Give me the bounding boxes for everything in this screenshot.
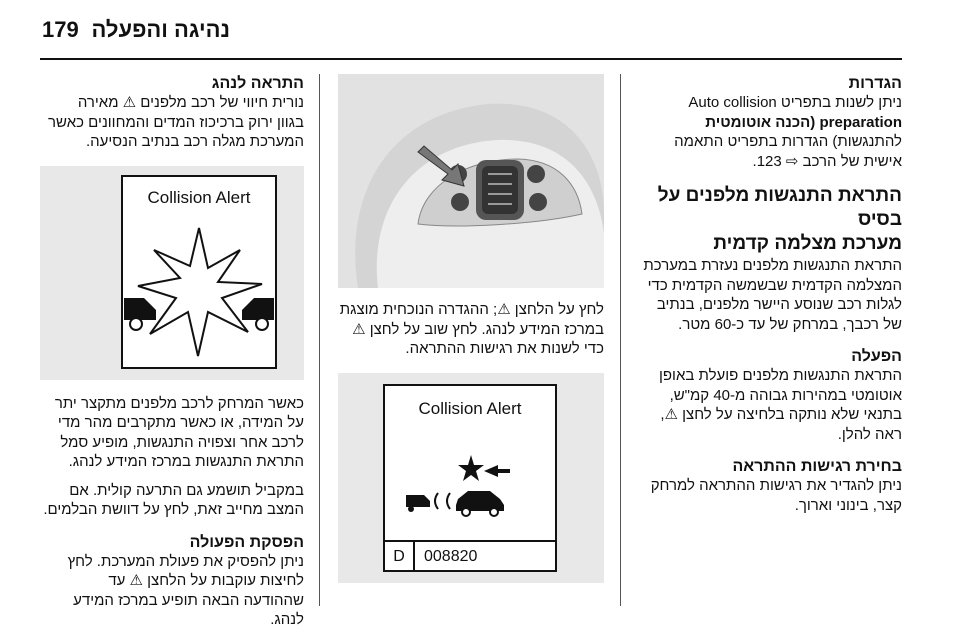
settings-line: להתנגשות) הגדרות בתפריט התאמה bbox=[674, 133, 902, 150]
steering-wheel-figure bbox=[338, 74, 604, 288]
page-header bbox=[0, 0, 960, 62]
code-letter: D bbox=[393, 547, 405, 565]
settings-line: preparation (הכנה אוטומטית bbox=[705, 113, 902, 131]
steering-wheel-illustration bbox=[338, 74, 604, 288]
caption-line: לחץ על הלחצן ⚠; ההגדרה הנוכחית מוצגת bbox=[339, 301, 604, 318]
body-line: התראת התנגשות מלפנים נעזרת במערכת bbox=[643, 257, 902, 274]
body-line: על המידה, או כאשר מתקרבים מהר מדי bbox=[57, 414, 304, 431]
body-line: בתנאי שלא נותקה בלחיצה על לחצן ⚠, bbox=[660, 406, 902, 423]
body-line: כאשר המרחק לרכב מלפנים מתקצר יתר bbox=[54, 394, 304, 412]
subsection-heading: הפעלה bbox=[851, 348, 902, 365]
caption-line: כדי לשנות את רגישות ההתראה. bbox=[405, 340, 604, 357]
page-title: נהיגה והפעלה bbox=[91, 17, 230, 42]
body-line: בגוון ירוק ברכיכוז המדים והמחוונים כאשר bbox=[48, 113, 304, 131]
header-rule bbox=[40, 58, 902, 60]
body-line: המערכת מגלה רכב בנתיב הנסיעה. bbox=[85, 133, 304, 150]
body-line: התראת התנגשות במרכז המידע לנהג. bbox=[68, 453, 304, 470]
body-line: לנהג. bbox=[270, 611, 304, 628]
body-line: לרכב אחר וצפויה התנגשות, מופיע סמל bbox=[60, 433, 304, 451]
page-number: 179 bbox=[42, 17, 79, 42]
subsection-heading: בחירת רגישות ההתראה bbox=[732, 458, 902, 475]
settings-heading: הגדרות bbox=[848, 75, 902, 92]
figure-code: 008820 bbox=[424, 547, 478, 565]
body-line: של רכבך, במרחק של עד כ-60 מטר. bbox=[678, 315, 902, 333]
subsection-heading: הפסקת הפעולה bbox=[189, 533, 304, 551]
body-line: התראת התנגשות מלפנים פועלת באופן bbox=[659, 367, 902, 384]
display-title: Collision Alert bbox=[418, 398, 522, 418]
body-line: במקביל תושמע גם התרעה קולית. אם bbox=[69, 481, 304, 499]
body-line: המצלמה הקדמית שבשמשה הקדמית כדי bbox=[647, 276, 902, 294]
alert-image-title: Collision Alert bbox=[147, 187, 251, 207]
left-column bbox=[40, 74, 304, 630]
middle-column bbox=[338, 74, 604, 583]
body-line: נורית חיווי של רכב מלפנים ⚠ מאירה bbox=[77, 94, 304, 111]
column-divider-left bbox=[319, 74, 320, 606]
info-display-figure bbox=[338, 373, 604, 583]
collision-alert-figure bbox=[40, 166, 304, 380]
settings-line: ניתן לשנות בתפריט Auto collision bbox=[688, 94, 902, 111]
body-line: לגלות רכב שנוסע היישר מלפנים, בנתיב bbox=[656, 296, 902, 313]
column-divider-right bbox=[620, 74, 621, 606]
body-line: ניתן להגדיר את רגישות ההתראה למרחק bbox=[650, 477, 902, 494]
subsection-heading: התראה לנהג bbox=[211, 75, 304, 92]
body-line: אוטומטי במהירות גבוהה מ-40 קמ"ש, bbox=[669, 386, 902, 404]
body-line: ניתן להפסיק את פעולת המערכת. לחץ bbox=[67, 552, 304, 570]
body-line: המצב מחייב זאת, לחץ על דוושת הבלמים. bbox=[43, 501, 304, 518]
body-line: קצר, בינוני וארוך. bbox=[794, 496, 902, 514]
caption-line: במרכז המידע לנהג. לחץ שוב על לחצן ⚠ bbox=[352, 320, 604, 338]
body-line: ראה להלן. bbox=[837, 425, 902, 443]
section-heading: מערכת מצלמה קדמית bbox=[713, 233, 902, 254]
right-column bbox=[632, 74, 902, 515]
body-line: שההודעה הבאה תופיע במרכז המידע bbox=[73, 591, 304, 609]
body-line: לחיצות עוקבות על הלחצן ⚠ עד bbox=[108, 572, 304, 589]
settings-line: אישית של הרכב ⇨ 123. bbox=[752, 152, 902, 170]
section-heading: התראת התנגשות מלפנים על בסיס bbox=[657, 185, 902, 230]
